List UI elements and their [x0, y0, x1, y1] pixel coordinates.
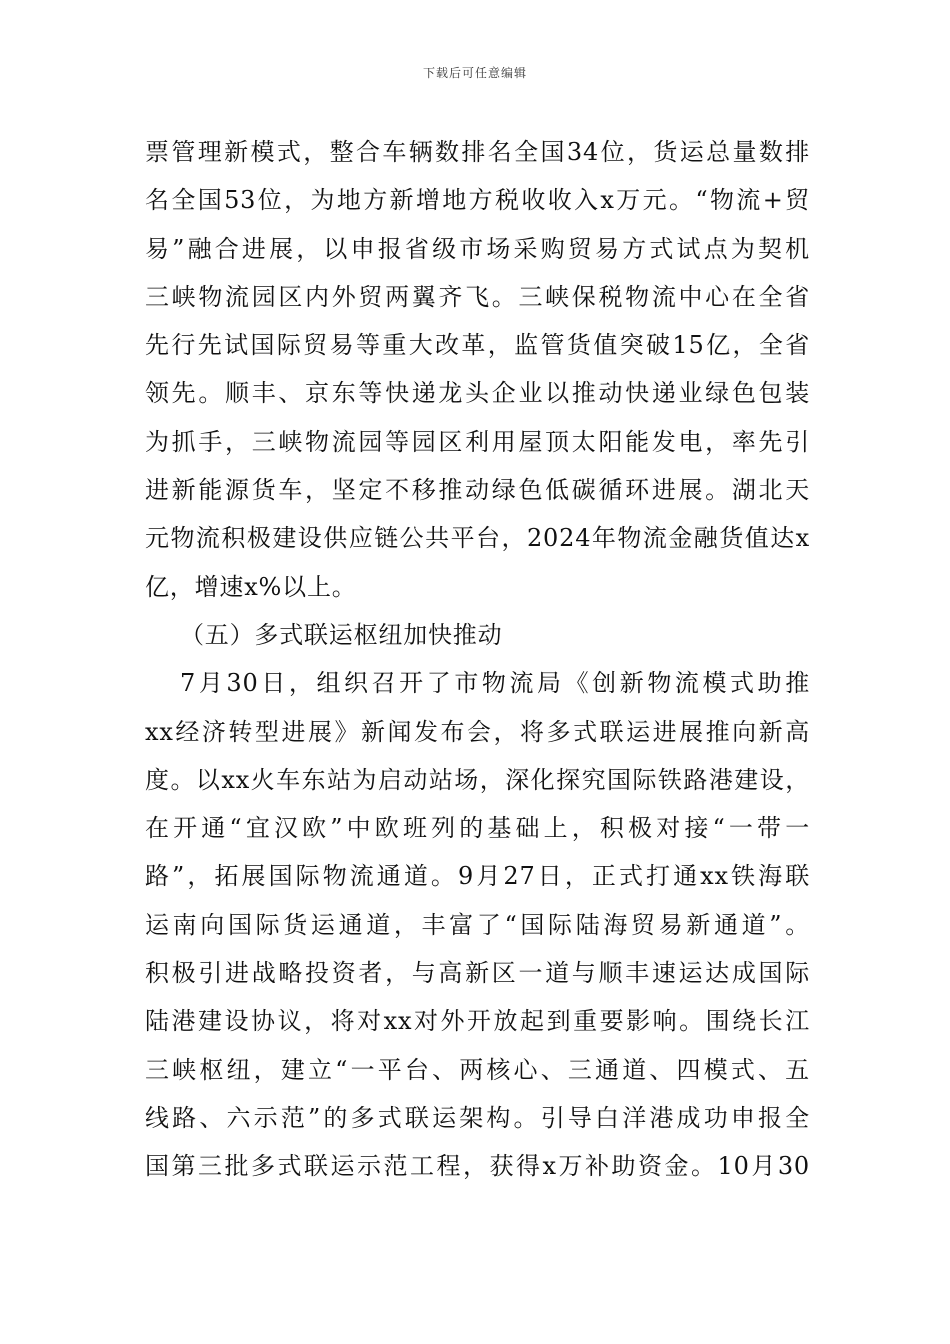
paragraph-line: 为抓手，三峡物流园等园区利用屋顶太阳能发电，率先引 [145, 427, 810, 456]
body-text [145, 128, 810, 1191]
paragraph-line: 票管理新模式，整合车辆数排名全国34位，货运总量数排 [145, 138, 810, 166]
section-heading: （五）多式联运枢纽加快推动 [180, 620, 503, 649]
paragraph-line: 三峡枢纽，建立“一平台、两核心、三通道、四模式、五 [145, 1055, 810, 1084]
paragraph-line: 7月30日，组织召开了市物流局《创新物流模式助推 [180, 669, 810, 698]
paragraph-line: 进新能源货车，坚定不移推动绿色低碳循环进展。湖北天 [145, 476, 810, 505]
paragraph-line: 名全国53位，为地方新增地方税收收入x万元。“物流+贸 [145, 186, 810, 215]
paragraph-line: 元物流积极建设供应链公共平台，2024年物流金融货值达x [145, 524, 810, 553]
paragraph-line: 亿，增速x%以上。 [145, 572, 357, 601]
paragraph-line: 路”，拓展国际物流通道。9月27日，正式打通xx铁海联 [145, 862, 810, 891]
paragraph-line: 三峡物流园区内外贸两翼齐飞。三峡保税物流中心在全省 [145, 282, 810, 311]
paragraph-line: 运南向国际货运通道，丰富了“国际陆海贸易新通道”。 [145, 910, 810, 939]
paragraph-line: 线路、六示范”的多式联运架构。引导白洋港成功申报全 [145, 1103, 810, 1132]
paragraph-line: 在开通“宜汉欧”中欧班列的基础上，积极对接“一带一 [145, 814, 810, 843]
paragraph-line: 陆港建设协议，将对xx对外开放起到重要影响。围绕长江 [145, 1007, 810, 1036]
paragraph-line: 先行先试国际贸易等重大改革，监管货值突破15亿，全省 [145, 331, 810, 360]
header-note: 下载后可任意编辑 [422, 66, 527, 80]
paragraph-line: 国第三批多式联运示范工程，获得x万补助资金。10月30 [145, 1152, 810, 1181]
paragraph-line: 积极引进战略投资者，与高新区一道与顺丰速运达成国际 [145, 959, 810, 988]
paragraph-line: 度。以xx火车东站为启动站场，深化探究国际铁路港建设， [145, 765, 810, 794]
paragraph-line: 易”融合进展，以申报省级市场采购贸易方式试点为契机 [145, 234, 810, 263]
paragraph-line: 领先。顺丰、京东等快递龙头企业以推动快递业绿色包装 [145, 379, 810, 408]
paragraph-line: xx经济转型进展》新闻发布会，将多式联运进展推向新高 [145, 717, 810, 746]
